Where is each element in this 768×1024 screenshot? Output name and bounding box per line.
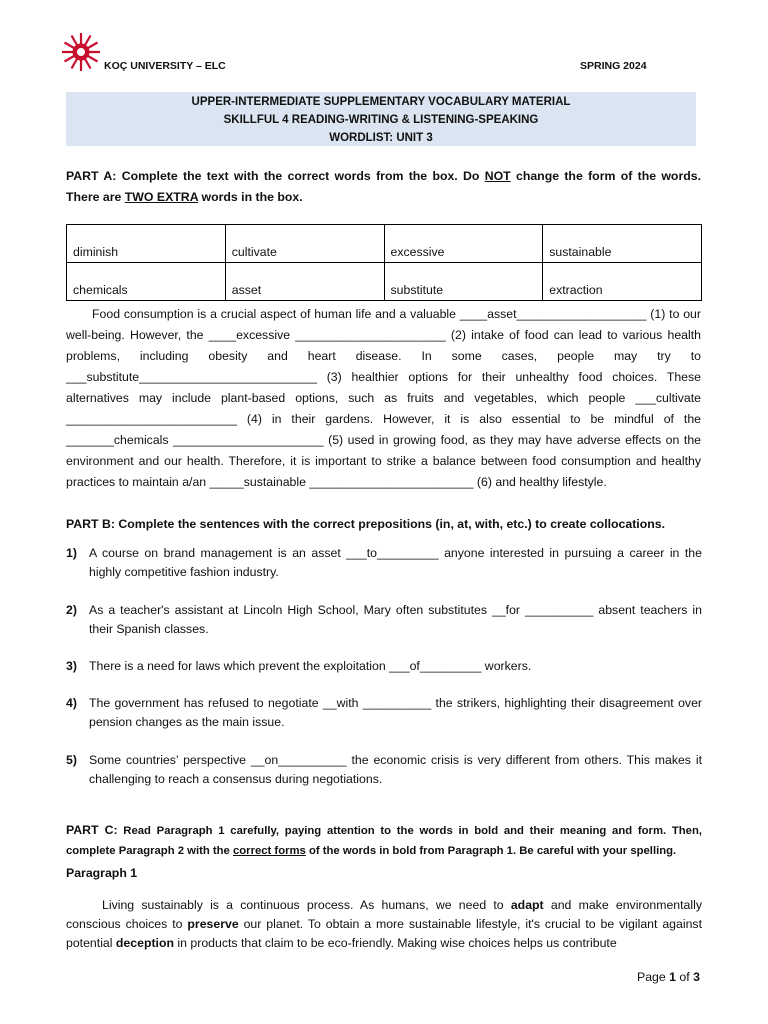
not-emphasis: NOT — [484, 169, 511, 183]
paragraph-1-heading: Paragraph 1 — [66, 866, 138, 880]
part-b-item-1: 1) A course on brand management is an asset ___to_________ anyone interested in pursuing a career in the highly competitive fashion industry. — [66, 546, 702, 579]
word-box-cell: excessive — [384, 225, 543, 263]
part-a-text — [66, 304, 701, 493]
title-line-2: SKILLFUL 4 READING-WRITING & LISTENING-SPEAKING — [223, 114, 539, 126]
word-box-cell: cultivate — [225, 225, 384, 263]
university-logo — [61, 32, 101, 72]
bold-word-adapt: adapt — [510, 898, 544, 912]
word-box-cell: asset — [225, 263, 384, 301]
correct-forms-emphasis: correct forms — [232, 845, 306, 857]
part-b-item-3: 3) There is a need for laws which prevent the exploitation ___of_________ workers. — [66, 659, 532, 673]
two-extra-emphasis: TWO EXTRA — [124, 190, 199, 204]
title-line-3: WORDLIST: UNIT 3 — [329, 132, 433, 144]
part-a-label: PART A: — [66, 169, 117, 183]
word-box-cell: chemicals — [67, 263, 226, 301]
word-box-row — [67, 263, 702, 301]
header-institution: KOÇ UNIVERSITY – ELC — [104, 60, 226, 72]
word-box-cell: diminish — [67, 225, 226, 263]
header-term: SPRING 2024 — [580, 60, 647, 72]
word-box — [66, 224, 702, 301]
part-b-item-5: 5) Some countries’ perspective __on__________ the economic crisis is very different from others. This makes it challenging to reach a consensus during negotiations. — [66, 753, 702, 786]
word-box-cell: substitute — [384, 263, 543, 301]
word-box-cell: extraction — [543, 263, 702, 301]
paragraph-1: Living sustainably is a continuous process. As humans, we need to adapt and make environmentally conscious choices to preserve our planet. To obtain a more sustainable lifestyle, it's crucial to be vigilant against potential deception in products that claim to be eco-friendly. Making wise choices helps us contribute — [66, 898, 702, 950]
word-box-row — [67, 225, 702, 263]
part-b-heading: PART B: Complete the sentences with the correct prepositions (in, at, with, etc.) to create collocations. — [66, 517, 666, 531]
title-box — [66, 92, 696, 146]
bold-word-deception: deception — [115, 936, 174, 950]
part-c-instructions: PART C: Read Paragraph 1 carefully, paying attention to the words in bold and their meaning and form. Then, complete Paragraph 2 with the correct forms of the words in bold from Paragraph 1. Be careful with your spelling. — [66, 823, 702, 857]
part-a-instructions: PART A: Complete the text with the correct words from the box. Do NOT change the form of the words. There are TWO EXTRA words in the box. — [66, 169, 701, 204]
part-b-item-4: 4) The government has refused to negotiate __with __________ the strikers, highlighting their disagreement over pension changes as the main issue. — [66, 696, 702, 729]
part-a-paragraph: Food consumption is a crucial aspect of human life and a valuable ____asset___________________ (1) to our well-being. However, the ____excessive ______________________ (2) intake of food can lead to various health problems, including obesity and heart disease. In some cases, people may try to ___substitute__________________________ (3) healthier options for their unhealthy food choices. These alternatives may include plant-based options, such as fruits and vegetables, which people ___cultivate _________________________ (4) in their gardens. However, it is also essential to be mindful of the _______chemicals ______________________ (5) used in growing food, as they may have adverse effects on the environment and our health. Therefore, it is important to strike a balance between food consumption and healthy practices to maintain a/an _____sustainable ________________________ (6) and healthy lifestyle. — [66, 307, 701, 489]
part-c-label: PART C: — [66, 823, 118, 837]
page-number: Page 1 of 3 — [637, 970, 700, 984]
word-box-cell: sustainable — [543, 225, 702, 263]
bold-word-preserve: preserve — [187, 917, 239, 931]
title-line-1: UPPER-INTERMEDIATE SUPPLEMENTARY VOCABULARY MATERIAL — [191, 96, 571, 108]
part-b-item-2: 2) As a teacher's assistant at Lincoln High School, Mary often substitutes __for __________ absent teachers in their Spanish classes. — [66, 603, 702, 636]
